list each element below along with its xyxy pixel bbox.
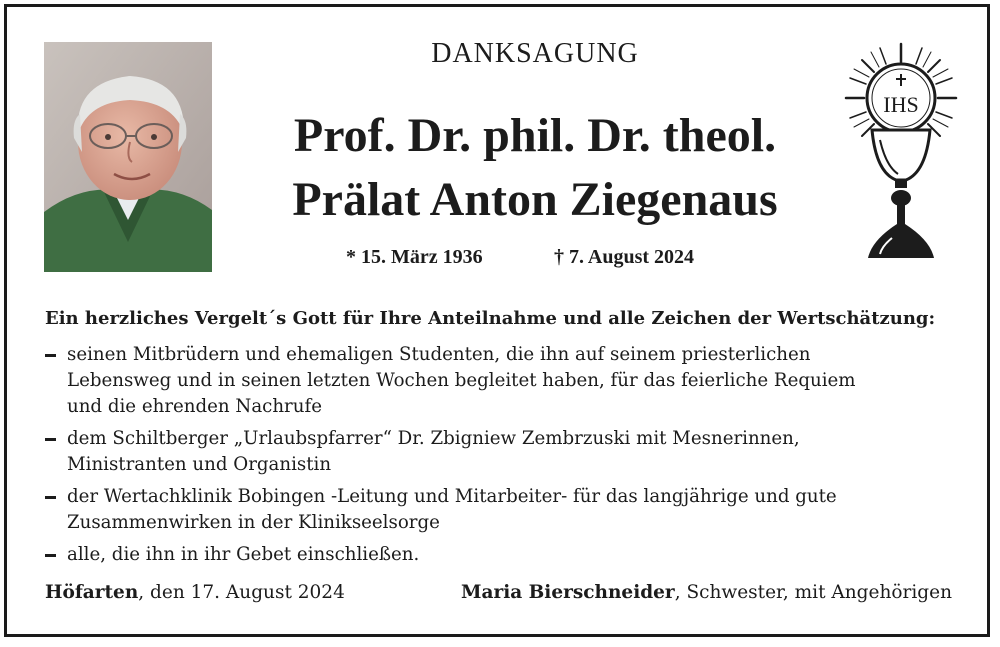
list-item <box>45 426 955 478</box>
portrait-photo <box>44 42 212 272</box>
item-line: seinen Mitbrüdern und ehemaligen Studenten, die ihn auf seinem priesterlichen <box>67 344 811 365</box>
deceased-name: Prälat Anton Ziegenaus <box>292 173 778 226</box>
birth-date: * 15. März 1936 <box>346 246 483 268</box>
item-line: dem Schiltberger „Urlaubspfarrer“ Dr. Zbigniew Zembrzuski mit Mesnerinnen, <box>67 428 800 449</box>
chalice-ihs-icon <box>842 40 960 270</box>
signer-name: Maria Bierschneider <box>461 582 675 603</box>
deceased-title: Prof. Dr. phil. Dr. theol. <box>293 109 777 162</box>
date-text: , den 17. August 2024 <box>138 582 345 603</box>
list-item <box>45 542 955 568</box>
place-date <box>45 582 345 603</box>
place-name: Höfarten <box>45 582 139 603</box>
signature <box>461 582 952 603</box>
death-date: † 7. August 2024 <box>554 246 695 268</box>
intro-text: Ein herzliches Vergelt´s Gott für Ihre Anteilnahme und alle Zeichen der Wertschätzung: <box>45 308 936 329</box>
item-line: Lebensweg und in seinen letzten Wochen begleitet haben, für das feierliche Requiem <box>67 370 856 391</box>
item-line: Zusammenwirken in der Klinikseelsorge <box>67 512 440 533</box>
dash-bullet <box>45 554 56 557</box>
list-item <box>45 484 955 536</box>
signer-relation: , Schwester, mit Angehörigen <box>674 582 952 603</box>
svg-text:IHS: IHS <box>883 92 919 117</box>
heading-danksagung: DANKSAGUNG <box>431 38 639 69</box>
list-item <box>45 342 955 420</box>
item-line: und die ehrenden Nachrufe <box>67 396 322 417</box>
dash-bullet <box>45 496 56 499</box>
item-line: der Wertachklinik Bobingen -Leitung und Mitarbeiter- für das langjährige und gute <box>67 486 837 507</box>
item-line: Ministranten und Organistin <box>67 454 332 475</box>
item-line: alle, die ihn in ihr Gebet einschließen. <box>67 544 420 565</box>
dash-bullet <box>45 354 56 357</box>
dash-bullet <box>45 438 56 441</box>
thanks-list <box>45 342 955 574</box>
